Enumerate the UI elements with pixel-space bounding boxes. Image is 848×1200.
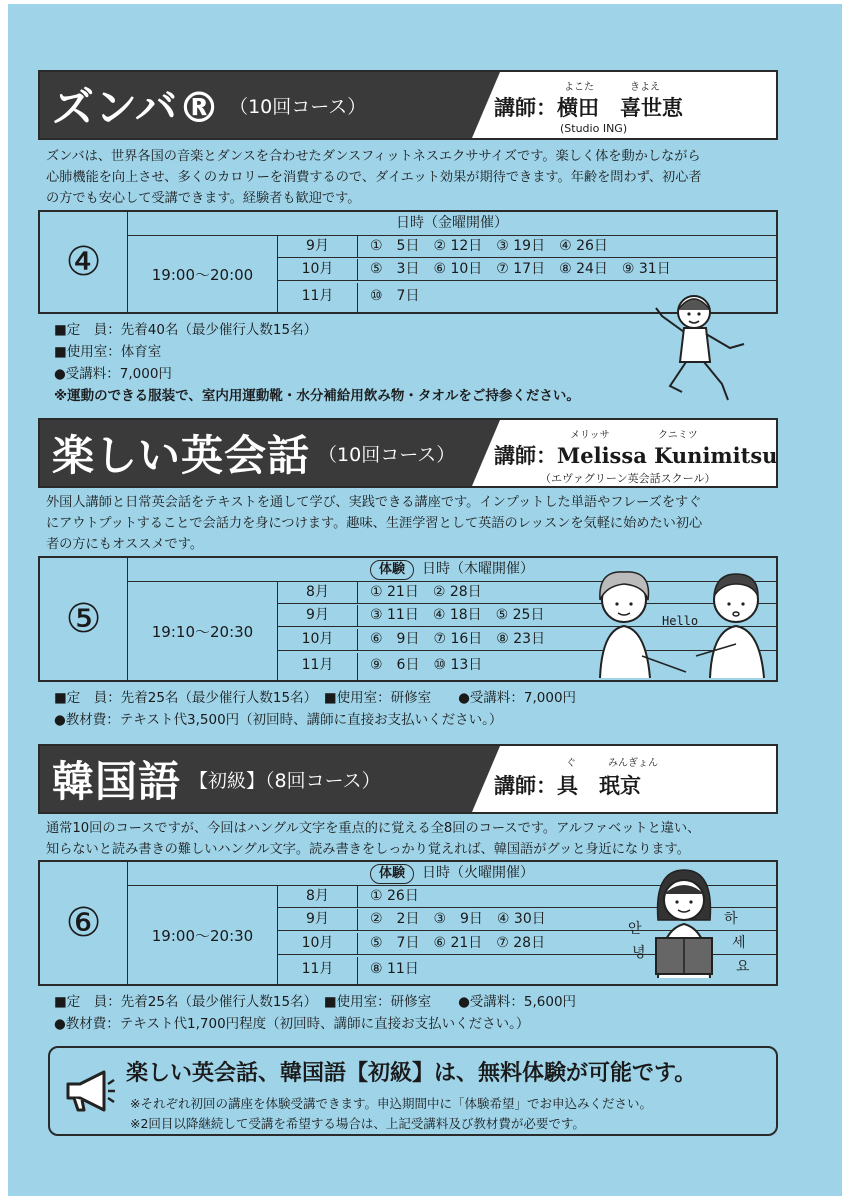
- hangul-char: 하: [724, 911, 738, 927]
- zumba-fee: ●受講料：7,000円: [54, 366, 172, 382]
- notice-note-1: ※それぞれ初回の講座を体験受講できます。申込期間中に「体験希望」でお申込みください。: [130, 1096, 652, 1111]
- month-cell: 11月: [278, 957, 358, 984]
- header-divider: [472, 746, 500, 812]
- month-cell: 9月: [278, 236, 358, 257]
- flyer-page: [8, 4, 842, 1196]
- month-cell: 8月: [278, 582, 358, 603]
- english-ruby-1: メリッサ: [570, 430, 610, 441]
- trial-badge: 体験: [370, 864, 414, 884]
- megaphone-icon: [64, 1066, 116, 1116]
- dates-cell: ① 21日 ② 28日: [370, 584, 482, 600]
- korean-header: [38, 744, 778, 814]
- table-row: [278, 259, 776, 281]
- zumba-header: [38, 70, 778, 140]
- dates-cell: ① 5日 ② 12日 ③ 19日 ④ 26日: [370, 238, 608, 254]
- notice-note-2: ※2回目以降継続して受講を希望する場合は、上記受講料及び教材費が必要です。: [130, 1116, 585, 1131]
- english-description: [46, 492, 786, 555]
- month-cell: 11月: [278, 283, 358, 312]
- korean-info-line-2: ●教材費：テキスト代1,700円程度（初回時、講師に直接お支払いください。）: [54, 1016, 530, 1032]
- korean-time: 19:00～20:30: [128, 886, 278, 984]
- english-teacher-block: [472, 420, 776, 486]
- hangul-char: 안: [628, 921, 642, 937]
- dates-cell: ⑥ 9日 ⑦ 16日 ⑧ 23日: [370, 631, 546, 647]
- month-cell: 10月: [278, 933, 358, 954]
- hangul-char: 세: [732, 935, 746, 951]
- english-org: （エヴァグリーン英会話スクール）: [540, 472, 716, 485]
- english-info-line-1: ■定 員：先着25名（最少催行人数15名） ■使用室：研修室 ●受講料：7,000円: [54, 690, 577, 706]
- zumba-desc-line: ズンバは、世界各国の音楽とダンスを合わせたダンスフィットネスエクササイズです。楽しく体を動かしながら: [46, 149, 701, 164]
- english-desc-line: 者の方にもオススメです。: [46, 537, 204, 552]
- zumba-capacity: ■定 員：先着40名（最少催行人数15名）: [54, 322, 318, 338]
- english-course-number: ⑤: [40, 558, 128, 680]
- table-row: [278, 236, 776, 258]
- dates-cell: ⑧ 11日: [370, 961, 419, 977]
- korean-course: 【初級】（8回コース）: [189, 769, 381, 792]
- korean-description: [46, 818, 786, 860]
- english-schedule-title: 日時（木曜開催）: [422, 561, 534, 577]
- korean-schedule-title: 日時（火曜開催）: [422, 865, 534, 881]
- student-illustration: [646, 860, 722, 980]
- english-title-block: [40, 420, 472, 486]
- zumba-schedule-header: 日時（金曜開催）: [128, 212, 776, 236]
- trial-notice-box: [48, 1046, 778, 1136]
- dates-cell: ⑨ 6日 ⑩ 13日: [370, 657, 483, 673]
- english-ruby-2: クニミツ: [658, 430, 698, 441]
- trial-badge: 体験: [370, 560, 414, 580]
- korean-desc-line: 知らないと読み書きの難しいハングル文字。読み書きをしっかり覚えれば、韓国語がグッと身近になります。: [46, 842, 690, 857]
- korean-teacher-block: [472, 746, 776, 812]
- english-title: 楽しい英会話: [52, 431, 311, 480]
- zumba-ruby-2: きよえ: [630, 82, 660, 93]
- korean-desc-line: 通常10回のコースですが、今回はハングル文字を重点的に覚える全8回のコースです。アルファベットと違い、: [46, 821, 701, 836]
- dates-cell: ② 2日 ③ 9日 ④ 30日: [370, 911, 546, 927]
- zumba-teacher-block: [472, 72, 776, 138]
- month-cell: 10月: [278, 629, 358, 650]
- zumba-room: ■使用室：体育室: [54, 344, 162, 360]
- korean-info-line-1: ■定 員：先着25名（最少催行人数15名） ■使用室：研修室 ●受講料：5,600円: [54, 994, 577, 1010]
- header-divider: [472, 72, 500, 138]
- hangul-char: 요: [736, 959, 750, 975]
- zumba-ruby-1: よこた: [564, 82, 594, 93]
- korean-teacher: 講師：具 珉京: [494, 774, 641, 798]
- dates-cell: ① 26日: [370, 888, 419, 904]
- zumba-note: ※運動のできる服装で、室内用運動靴・水分補給用飲み物・タオルをご持参ください。: [54, 388, 580, 404]
- dancer-illustration: [652, 288, 752, 406]
- zumba-description: [46, 146, 786, 209]
- korean-ruby-2: みんぎょん: [608, 758, 658, 769]
- english-header: [38, 418, 778, 488]
- english-desc-line: にアウトプットすることで会話力を身につけます。趣味、生涯学習として英語のレッスンを気軽に始めたい初心: [46, 516, 703, 531]
- hello-text: Hello: [662, 614, 699, 628]
- zumba-course-number: ④: [40, 212, 128, 312]
- zumba-title: ズンバ®: [52, 83, 222, 132]
- korean-title: 韓国語: [52, 757, 182, 806]
- zumba-teacher: 講師：横田 喜世恵: [494, 96, 683, 120]
- dates-cell: ⑤ 7日 ⑥ 21日 ⑦ 28日: [370, 935, 546, 951]
- zumba-org: (Studio ING): [560, 122, 628, 135]
- dates-cell: ⑤ 3日 ⑥ 10日 ⑦ 17日 ⑧ 24日 ⑨ 31日: [370, 261, 671, 277]
- english-desc-line: 外国人講師と日常英会話をテキストを通して学び、実践できる講座です。インプットした単語やフレーズをすぐ: [46, 495, 702, 510]
- month-cell: 8月: [278, 886, 358, 907]
- zumba-course: （10回コース）: [229, 95, 367, 118]
- month-cell: 9月: [278, 605, 358, 626]
- zumba-title-block: [40, 72, 472, 138]
- dates-cell: ⑩ 7日: [370, 288, 420, 304]
- month-cell: 9月: [278, 909, 358, 930]
- notice-main-text: 楽しい英会話、韓国語【初級】は、無料体験が可能です。: [126, 1061, 697, 1086]
- zumba-desc-line: の方でも安心して受講できます。経験者も歓迎です。: [46, 191, 361, 206]
- english-teacher: 講師：Melissa Kunimitsu: [494, 443, 778, 468]
- month-cell: 10月: [278, 259, 358, 280]
- month-cell: 11月: [278, 653, 358, 680]
- korean-course-number: ⑥: [40, 862, 128, 984]
- zumba-time: 19:00～20:00: [128, 236, 278, 312]
- english-course: （10回コース）: [318, 443, 456, 466]
- header-divider: [472, 420, 500, 486]
- english-info-line-2: ●教材費：テキスト代3,500円（初回時、講師に直接お支払いください。）: [54, 712, 503, 728]
- hangul-char: 녕: [632, 945, 646, 961]
- korean-ruby-1: ぐ: [566, 758, 576, 769]
- korean-title-block: [40, 746, 472, 812]
- english-time: 19:10～20:30: [128, 582, 278, 680]
- zumba-desc-line: 心肺機能を向上させ、多くのカロリーを消費するので、ダイエット効果が期待できます。年齢を問わず、初心者: [46, 170, 702, 185]
- dates-cell: ③ 11日 ④ 18日 ⑤ 25日: [370, 607, 545, 623]
